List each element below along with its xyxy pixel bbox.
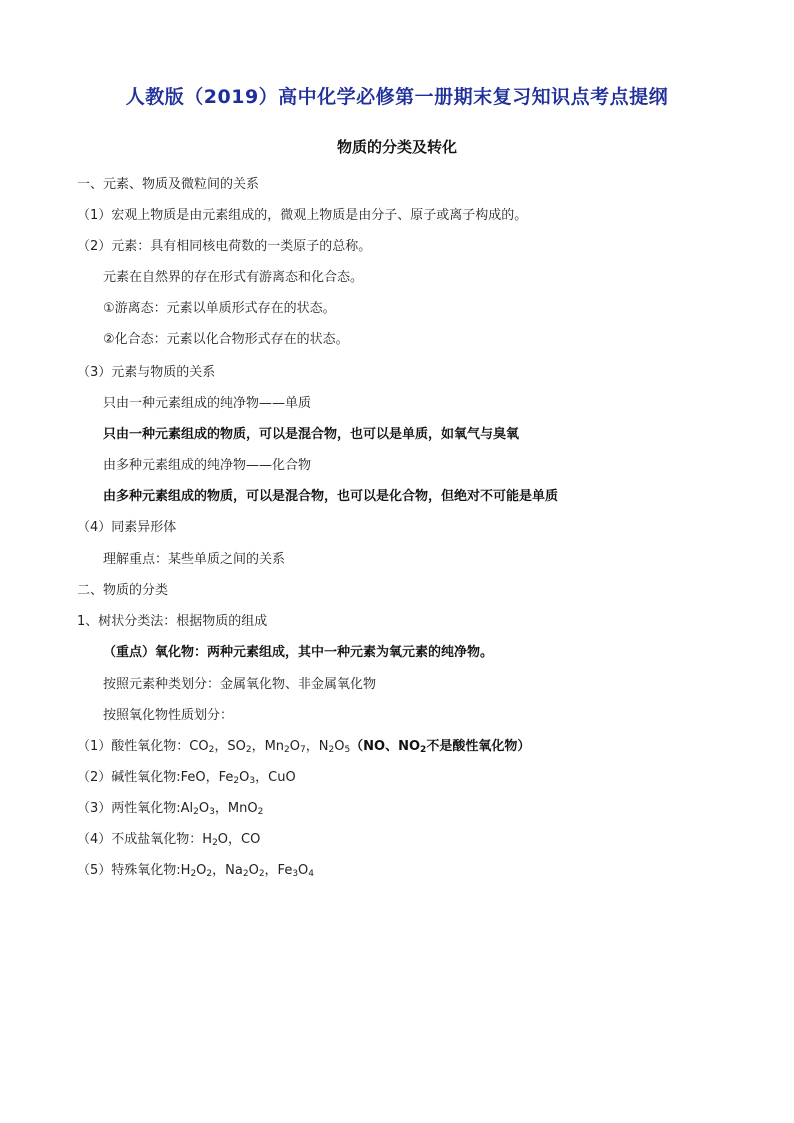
formula-text: ，N [305, 739, 329, 754]
oxide-list-item [77, 769, 296, 787]
part1-paragraph-4: （4）同素异形体 [77, 520, 177, 535]
formula-subscript: 4 [308, 869, 315, 879]
formula-text: H [202, 832, 213, 847]
formula-subscript: 3 [292, 869, 299, 879]
formula-text: O [239, 770, 250, 785]
part1-paragraph-3d: 由多种元素组成的物质，可以是混合物，也可以是化合物，但绝对不可能是单质 [103, 489, 559, 504]
formula-subscript: 3 [209, 807, 215, 817]
oxide-label: （1）酸性氧化物： [77, 739, 190, 754]
oxide-list-item [77, 831, 260, 849]
formula-text: ，CuO [255, 770, 296, 785]
formula-subscript: 2 [257, 807, 264, 817]
formula-text: ，SO [214, 739, 246, 754]
formula-subscript: 2 [258, 869, 265, 879]
formula-text: ，Mn [251, 739, 285, 754]
formula-subscript: 2 [420, 745, 427, 755]
part1-paragraph-2a: 元素在自然界的存在形式有游离态和化合态。 [103, 270, 364, 285]
oxide-note: （NO、NO [350, 739, 421, 754]
formula-subscript: 2 [242, 869, 249, 879]
formula-subscript: 2 [233, 776, 240, 786]
formula-text: ，MnO [214, 801, 258, 816]
oxide-note: 不是酸性氧化物） [426, 739, 531, 754]
formula-subscript: 7 [300, 745, 306, 755]
part1-paragraph-3a: 只由一种元素组成的纯净物——单质 [103, 396, 312, 411]
part2-item-1c: 按照氧化物性质划分： [103, 708, 234, 723]
part2-item-1a: （重点）氧化物：两种元素组成，其中一种元素为氧元素的纯净物。 [103, 645, 494, 660]
part2-item-1: 1、树状分类法：根据物质的组成 [77, 614, 268, 629]
section-title: 物质的分类及转化 [336, 138, 457, 156]
formula-text: O [198, 801, 210, 816]
formula-subscript: 2 [206, 869, 213, 879]
formula-text: Al [180, 801, 194, 816]
oxide-list-item [77, 738, 530, 756]
formula-subscript: 2 [212, 838, 218, 848]
formula-subscript: 5 [344, 745, 351, 755]
formula-subscript: 2 [245, 745, 252, 755]
oxide-label: （5）特殊氧化物: [77, 863, 181, 878]
oxide-label: （4）不成盐氧化物： [77, 832, 203, 847]
part1-paragraph-3c: 由多种元素组成的纯净物——化合物 [103, 458, 312, 473]
formula-text: FeO，Fe [180, 770, 234, 785]
part2-heading: 二、物质的分类 [77, 583, 169, 598]
oxide-list-item [77, 800, 263, 818]
part1-paragraph-3: （3）元素与物质的关系 [77, 365, 216, 380]
formula-subscript: 2 [193, 807, 199, 817]
formula-text: O，CO [217, 832, 261, 847]
formula-text: O [248, 863, 259, 878]
formula-text: O [196, 863, 207, 878]
oxide-list-item [77, 862, 314, 880]
formula-subscript: 2 [190, 869, 197, 879]
oxide-label: （3）两性氧化物: [77, 801, 181, 816]
part1-paragraph-1: （1）宏观上物质是由元素组成的，微观上物质是由分子、原子或离子构成的。 [77, 208, 528, 223]
part2-item-1b: 按照元素种类划分：金属氧化物、非金属氧化物 [103, 677, 377, 692]
part1-heading: 一、元素、物质及微粒间的关系 [77, 177, 260, 192]
formula-text: O [298, 863, 309, 878]
part1-paragraph-4a: 理解重点：某些单质之间的关系 [103, 552, 286, 567]
formula-text: O [334, 739, 345, 754]
part1-paragraph-2: （2）元素：具有相同核电荷数的一类原子的总称。 [77, 239, 372, 254]
part1-paragraph-3b: 只由一种元素组成的物质，可以是混合物，也可以是单质，如氧气与臭氧 [103, 427, 520, 442]
formula-text: CO [189, 739, 209, 754]
formula-subscript: 2 [284, 745, 290, 755]
part1-paragraph-2b: ①游离态：元素以单质形式存在的状态。 [103, 301, 336, 316]
formula-subscript: 3 [249, 776, 256, 786]
formula-subscript: 2 [208, 745, 215, 755]
document-title: 人教版（2019）高中化学必修第一册期末复习知识点考点提纲 [125, 86, 669, 108]
formula-text: H [180, 863, 191, 878]
formula-text: ，Na [212, 863, 243, 878]
formula-text: ，Fe [264, 863, 293, 878]
oxide-label: （2）碱性氧化物: [77, 770, 181, 785]
formula-text: O [289, 739, 300, 754]
part1-paragraph-2c: ②化合态：元素以化合物形式存在的状态。 [103, 332, 349, 347]
formula-subscript: 2 [328, 745, 335, 755]
